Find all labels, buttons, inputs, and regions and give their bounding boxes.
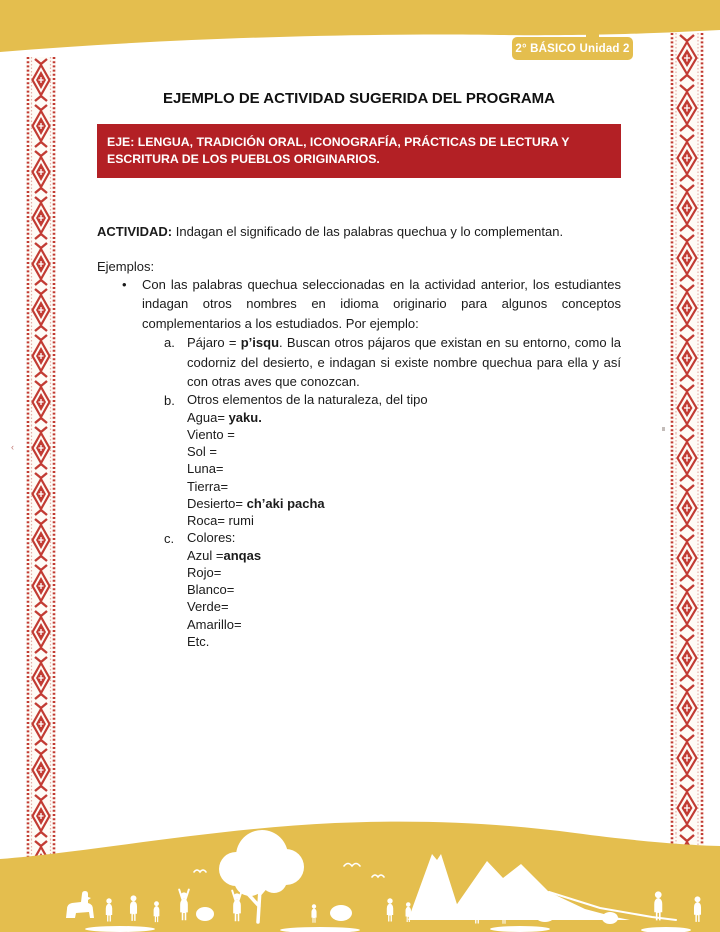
text-segment: Sol = [187,444,217,460]
activity-section [97,222,621,650]
list-item-line [187,581,621,598]
list-item-text [187,333,621,391]
list-item-line [187,616,621,633]
activity-text: Indagan el significado de las palabras quechua y lo complementan. [175,224,564,239]
andean-border-left [26,57,56,932]
text-segment: Luna= [187,461,224,477]
quechua-word: anqas [223,547,262,563]
footer-landscape [0,814,720,932]
text-segment: Tierra= [187,478,229,494]
activity-line [97,222,621,241]
list-marker: c. [164,531,175,547]
text-segment: Etc. [187,633,210,649]
list-item-line [187,495,621,512]
list-item-line [187,460,621,477]
page-title: EJEMPLO DE ACTIVIDAD SUGERIDA DEL PROGRAMA [163,90,555,107]
text-segment: Viento = [187,426,235,442]
item-a-pajaro [97,333,621,391]
list-marker: • [122,277,127,292]
activity-label: ACTIVIDAD: [97,224,173,239]
text-segment: Pájaro = [187,335,241,351]
list-item-line [187,598,621,615]
eje-banner: EJE: LENGUA, TRADICIÓN ORAL, ICONOGRAFÍA, PRÁCTICAS DE LECTURA Y ESCRITURA DE LOS PUEBLOS ORIGINARIOS. [97,124,621,178]
list-item-line [187,633,621,650]
list-item-line [187,478,621,495]
text-segment: . Buscan otros pájaros que existan en su entorno, como la codorniz del desierto, e indagan si existe nombre quechua para ella y así con otras aves que conozcan. [187,335,621,390]
item-c-colores [97,529,621,650]
scan-artifact-left: ‹ [11,442,14,452]
quechua-word: ch’aki pacha [246,495,325,511]
list-item-line [187,409,621,426]
list-item-line [187,512,621,529]
text-segment: Con las palabras quechua seleccionadas en la actividad anterior, los estudiantes indagan otros nombres en idioma originario para algunos conceptos complementarios a los estudiados. Por ejemplo: [142,277,621,331]
text-segment: Amarillo= [187,616,242,632]
scan-artifact-right [662,427,665,431]
list-item-text [187,529,621,650]
examples-label: Ejemplos: [97,259,155,274]
list-item-line [187,564,621,581]
text-segment: Verde= [187,599,229,615]
list-item-line [187,426,621,443]
list-item-line [187,391,621,408]
example-bullet [97,275,621,333]
list-marker: b. [164,393,175,409]
unit-badge [512,37,633,60]
andean-border-right [670,33,704,932]
quechua-word: yaku. [228,409,262,425]
text-segment: Blanco= [187,582,235,598]
list-item-line [187,443,621,460]
text-segment: Otros elementos de la naturaleza, del tipo [187,392,428,408]
list-marker: a. [164,335,175,351]
text-segment: Azul = [187,547,224,563]
list-item-line [187,547,621,564]
examples-list [97,275,621,650]
quechua-word: p’isqu [240,335,280,351]
unit-badge-label: 2° BÁSICO Unidad 2 [515,42,630,55]
list-item-text [187,391,621,529]
text-segment: Rojo= [187,564,222,580]
list-item-text [142,275,621,333]
item-b-naturaleza [97,391,621,529]
text-segment: Roca= rumi [187,513,254,529]
text-segment: Agua= [187,409,229,425]
text-segment: Colores: [187,530,236,546]
text-segment: Desierto= [187,495,247,511]
list-item-line [187,529,621,546]
